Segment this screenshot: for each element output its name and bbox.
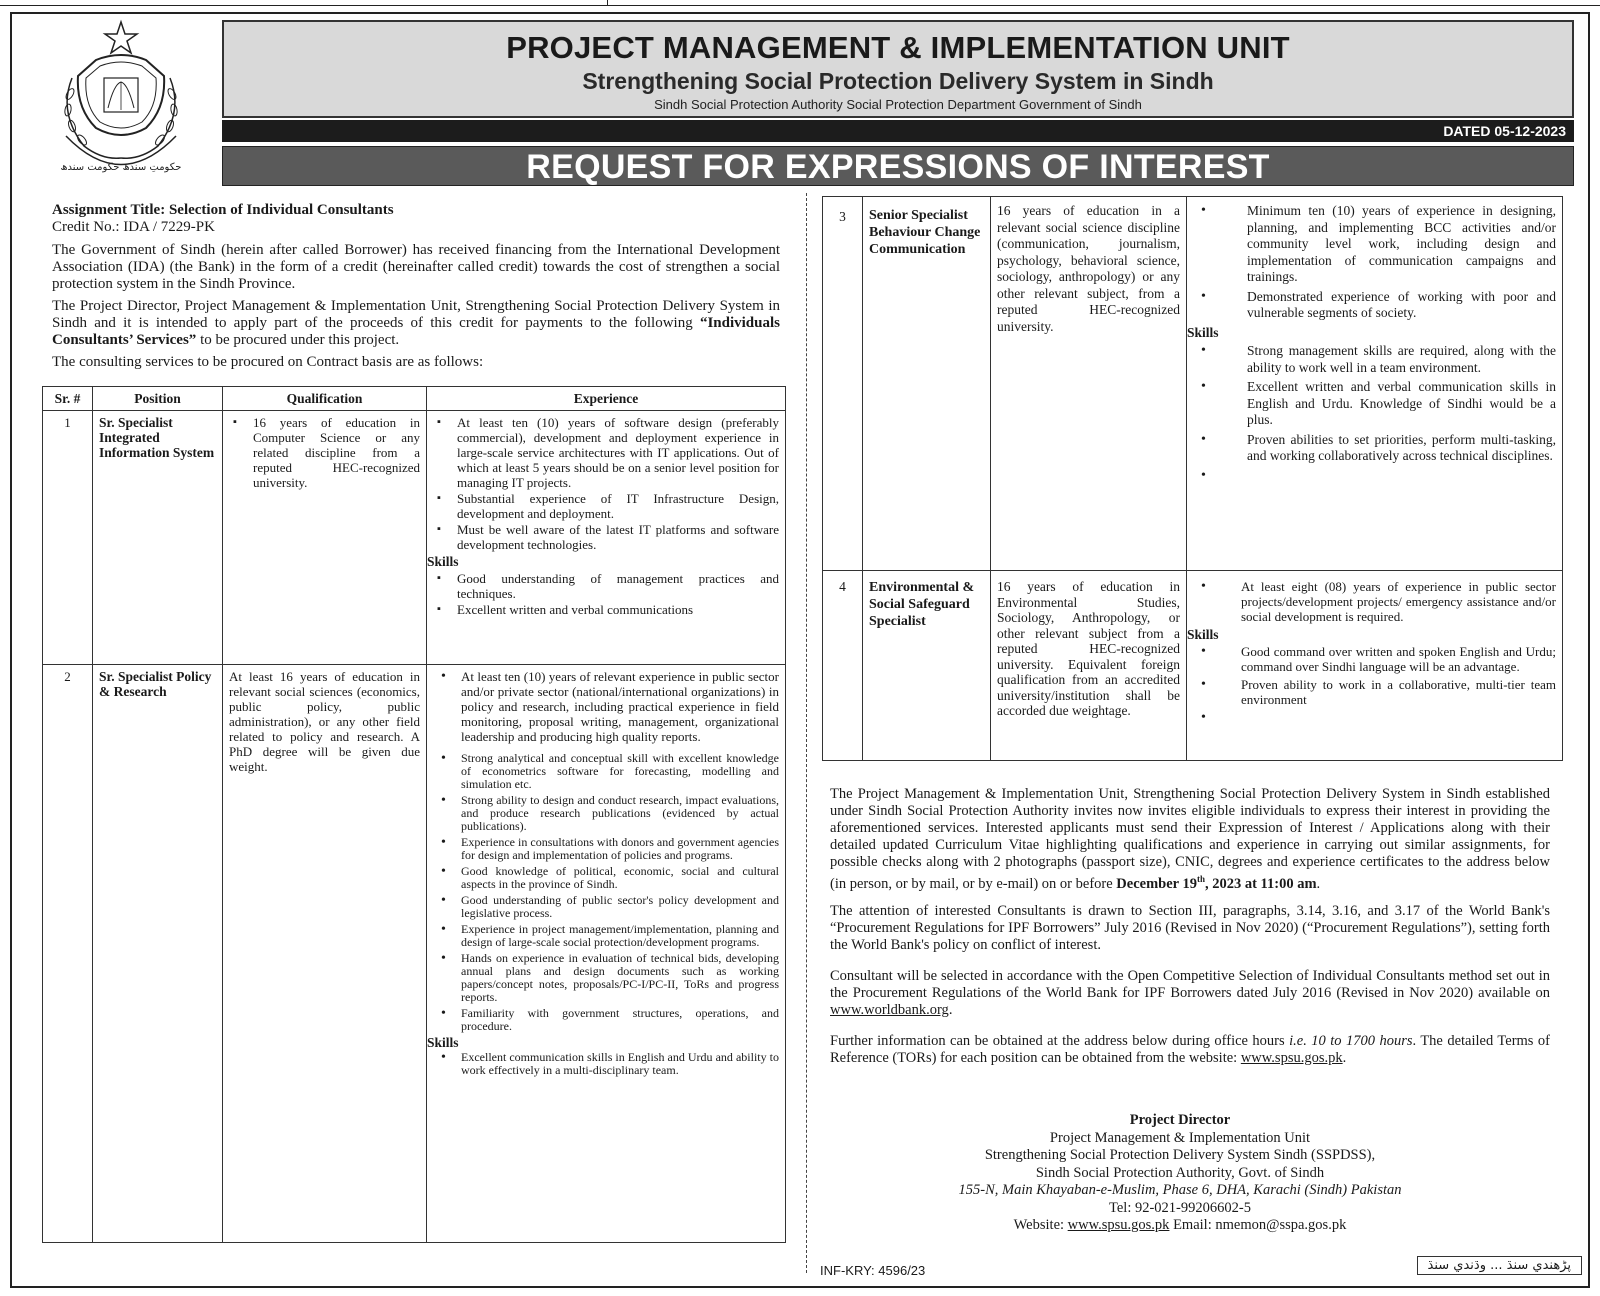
experience-cell [1187,571,1563,761]
qualification-cell [223,411,427,665]
experience-item: • Experience in project management/implementation, planning and design of large-scale social protection/development programs. [433,923,779,949]
skill-item: • Strong management skills are required, along with the ability to work well in a team environment. [1193,343,1556,376]
signatory-address: 155-N, Main Khayaban-e-Muslim, Phase 6, DHA, Karachi (Sindh) Pakistan [958,1182,1402,1198]
signature-block [860,1112,1500,1235]
sr-number: 1 [43,411,93,665]
sr-number: 2 [43,665,93,1243]
assignment-title: Assignment Title: Selection of Individual Consultants [52,202,394,218]
skills-label: Skills [1187,627,1219,642]
qualification-text: ▪ 16 years of education in Computer Science or any related discipline from a reputed HEC-recognized university. [229,415,420,490]
experience-item: • Strong ability to design and conduct research, impact evaluations, and produce research publications (evidenced by actual publications). [433,794,779,833]
skill-item: • Excellent written and verbal communication skills in English and Urdu. Knowledge of Sindhi would be a plus. [1193,379,1556,429]
skill-item: • Excellent communication skills in English and Urdu and ability to work effectively in a multi-disciplinary team. [433,1051,779,1077]
sr-number: 3 [823,197,863,571]
rfe-banner [222,146,1574,186]
table-header-row [43,387,786,411]
top-rule [0,0,1600,6]
experience-item: ▪ Substantial experience of IT Infrastructure Design, development and deployment. [433,491,779,521]
skill-item [1193,468,1556,482]
experience-item: • Demonstrated experience of working with poor and vulnerable segments of society. [1193,289,1556,322]
spsu-website-link[interactable]: www.spsu.gos.pk [1240,1049,1343,1066]
col-position-header: Position [93,387,223,411]
experience-cell [427,665,786,1243]
qualification-cell: 16 years of education in a relevant social science discipline (communication, journalism, psychology, behavioral science, sociology, anthropology) or any other relevant subject, from a reputed HEC-recognized university. [991,197,1187,571]
worldbank-link[interactable]: www.worldbank.org [830,1001,949,1018]
reference-number: INF-KRY: 4596/23 [820,1263,926,1278]
government-of-sindh-emblem [36,18,206,183]
position-name: Environmental & Social Safeguard Specialist [863,571,991,761]
col-qualification-header: Qualification [223,387,427,411]
experience-cell [1187,197,1563,571]
header-subtitle: Strengthening Social Protection Delivery System in Sindh [582,68,1214,94]
positions-table-left [42,386,786,1243]
position-name: Sr. Specialist Policy & Research [93,665,223,1243]
skill-item: • Proven abilities to set priorities, perform multi-tasking, and working collaboratively across technical disciplines. [1193,432,1556,465]
intro-paragraph-1: The Government of Sindh (herein after called Borrower) has received financing from the International Development Association (IDA) (the Bank) in the form of a credit (hereinafter called credit) towards the cost of strengthen a social protection system in the Sindh Province. [52,242,780,292]
skill-item: ▪ Good understanding of management practices and techniques. [433,571,779,601]
skill-item: • Good command over written and spoken English and Urdu; command over Sindhi language will be an advantage. [1193,644,1556,674]
table-row [43,665,786,1243]
signatory-line-3: Sindh Social Protection Authority, Govt. of Sindh [1035,1164,1325,1181]
experience-item: • At least eight (08) years of experience in public sector projects/development projects/ emergency assistance and/or social development is required. [1193,579,1556,624]
position-name: Sr. Specialist Integrated Information System [93,411,223,665]
skill-item [1193,710,1556,724]
signatory-contact: Website: www.spsu.gos.pk Email: nmemon@sspa.gos.pk [1013,1217,1347,1233]
table-row [823,571,1563,761]
skill-item: ▪ Excellent written and verbal communications [433,602,779,617]
experience-item: • Experience in consultations with donors and government agencies for design and implementation of policies and programs. [433,836,779,862]
header-department: Sindh Social Protection Authority Social Protection Department Government of Sindh [654,97,1142,112]
notice-section [830,786,1550,1067]
credit-number: Credit No.: IDA / 7229-PK [52,219,215,235]
signatory-tel: Tel: 92-021-99206602-5 [1109,1199,1251,1216]
intro-section [52,202,780,376]
experience-item: • At least ten (10) years of relevant experience in public sector and/or private sector (national/international organizations) in policy and research, including practical experience in field monitoring, proposal writing, management, organizational leadership and producing high quality reports. [433,669,779,744]
qualification-cell: At least 16 years of education in relevant social sciences (economics, public policy, public administration), or any other field related to policy and research. A PhD degree will be given due weight. [223,665,427,1243]
experience-item: ▪ Must be well aware of the latest IT platforms and software development technologies. [433,522,779,552]
table-row [823,197,1563,571]
skill-item: • Proven ability to work in a collaborative, multi-tier team environment [1193,677,1556,707]
table-row [43,411,786,665]
experience-item: • Good knowledge of political, economic, social and cultural aspects in the province of Sindh. [433,865,779,891]
experience-item: • Familiarity with government structures, operations, and procedure. [433,1007,779,1033]
skills-label: Skills [1187,324,1219,340]
signature-website-link[interactable]: www.spsu.gos.pk [1067,1217,1170,1233]
qualification-cell: 16 years of education in Environmental Studies, Sociology, Anthropology, or other relevant subject from a reputed HEC-recognized university. Equivalent foreign qualification from an accredited university/institution shall be accorded due weightage. [991,571,1187,761]
header-title: PROJECT MANAGEMENT & IMPLEMENTATION UNIT [506,30,1290,65]
skills-label: Skills [427,554,459,569]
sr-number: 4 [823,571,863,761]
dated-label: DATED 05-12-2023 [1443,123,1566,139]
column-divider [806,193,807,1273]
notice-paragraph-3: Consultant will be selected in accordance with the Open Competitive Selection of Individual Consultants method set out in the Procurement Regulations of the World Bank for IPF Borrowers dated July 2016 (Revised in Nov 2020) available on www.worldbank.org. [830,967,1550,1018]
experience-item: • Minimum ten (10) years of experience in designing, planning, and implementing BCC activities and/or community level work, including design and implementation of communication campaigns and trainings. [1193,203,1556,286]
notice-paragraph-1: The Project Management & Implementation Unit, Strengthening Social Protection Delivery System in Sindh established under Sindh Social Protection Authority invites now invites eligible individuals to express their interest in providing the aforementioned services. Interested applicants must send their Expression of Interest / Applications along with their detailed updated Curriculum Vitae highlighting qualifications and experience in carrying out similar assignments, for possible checks along with 2 photographs (passport size), CNIC, degrees and experience certificates to the address below (in person, or by mail, or by e-mail) on or before December 19th, 2023 at 11:00 am. [830,786,1550,892]
date-bar [222,120,1574,142]
skills-label: Skills [427,1035,459,1050]
col-experience-header: Experience [427,387,786,411]
signatory-title: Project Director [1129,1112,1231,1128]
intro-paragraph-2: The Project Director, Project Management & Implementation Unit, Strengthening Social Protection Delivery System in Sindh and it is intended to apply part of the proceeds of this credit for payments to the following “Individuals Consultants’ Services” to be procured under this project. [52,298,780,348]
urdu-slogan-box: پڑھندي سنڌ ... وڌندي سنڌ [1417,1256,1582,1275]
experience-item: • Good understanding of public sector's policy development and legislative process. [433,894,779,920]
intro-paragraph-3: The consulting services to be procured on Contract basis are as follows: [52,354,484,370]
signature-email[interactable]: nmemon@sspa.gos.pk [1215,1217,1347,1233]
header-banner [222,20,1574,118]
col-sr-header: Sr. # [43,387,93,411]
position-name: Senior Specialist Behaviour Change Communication [863,197,991,571]
signatory-line-2: Strengthening Social Protection Delivery System Sindh (SSPDSS), [984,1147,1376,1163]
emblem-script: حکومتِ سندھ حکومت سندھ [60,162,182,173]
notice-paragraph-4: Further information can be obtained at the address below during office hours i.e. 10 to 1700 hours. The detailed Terms of Reference (TORs) for each position can be obtained from the website: www.spsu.gos.pk. [830,1032,1550,1066]
experience-item: • Strong analytical and conceptual skill with excellent knowledge of econometrics software for forecasting, modelling and simulation etc. [433,752,779,791]
experience-item: ▪ At least ten (10) years of software design (preferably commercial), development and deployment experience in large-scale service architectures with IT applications. Out of which at least 5 years should be on a senior level position for managing IT projects. [433,415,779,490]
positions-table-right [822,196,1563,761]
notice-paragraph-2: The attention of interested Consultants is drawn to Section III, paragraphs, 3.14, 3.16, and 3.17 of the World Bank's “Procurement Regulations for IPF Borrowers” July 2016 (Revised in Nov 2020) (“Procurement Regulations”), setting forth the World Bank's policy on conflict of interest. [830,902,1550,953]
experience-item: • Hands on experience in evaluation of technical bids, developing annual plans and design documents such as working papers/concept notes, proposals/PC-I/PC-II, ToRs and progress reports. [433,952,779,1004]
rfe-title: REQUEST FOR EXPRESSIONS OF INTEREST [526,148,1270,186]
signatory-line-1: Project Management & Implementation Unit [1049,1129,1311,1146]
experience-cell [427,411,786,665]
